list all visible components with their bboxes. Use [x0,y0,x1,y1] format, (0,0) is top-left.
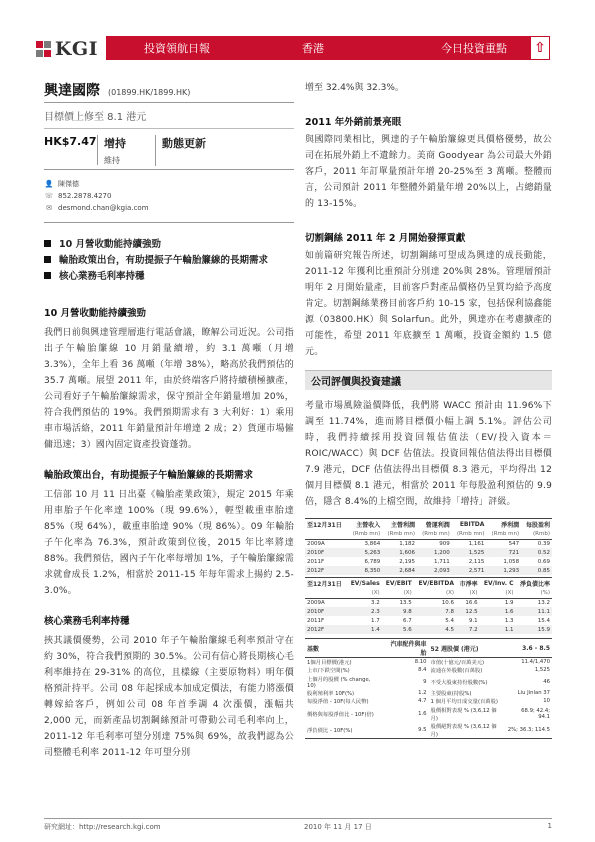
bullet-square-icon [44,272,51,279]
table-header-row: 至12月31日 EV/Sales EV/EBIT EV/EBITDA 市淨率 EV/Inv. C 淨負債比率 [305,578,552,590]
page-footer [44,818,552,831]
company-header [44,80,294,103]
table-row: 1個月目標價(港元) 8.10 市值(十億元/百萬美元) 11.4/1,470 [307,659,550,666]
header-bar [106,36,550,60]
mail-icon: ✉ [46,204,52,212]
bullet-square-icon [44,256,51,263]
valuation-text: 考量市場風險溢價降低，我們將 WACC 預計由 11.96%下調至 11.74%，進而將目標價小幅上調 5.1%。評估公司時，我們持續採用投資回報估值法（EV/投入資本＝ROIC/WACC）與 DCF 估值法。投資回報估值法得出目標價 7.9 港元，DCF 估值法得出目標價 8.3 港元，平均得出 12 個月目標價 8.1 港元，相當於 2011 年每股盈利預估的 9.9 倍，隱含 8.4%的上檔空間，故維持「增持」評級。 [305,401,552,507]
header-daily-label: 投資領航日報 [144,42,210,55]
report-subtitle: 目標價上修至 8.1 港元 [44,108,294,129]
analyst-phone: 852.2878.4270 [58,192,112,200]
section-text: 如前篇研究報告所述，切割鋼絲可望成為興達的成長動能，2011-12 年獲利比重預計分別達 20%與 28%。管理層預計明年 2 月開始量產，目前客戶對產品價格仍呈質均給予高度肯定。切割鋼絲業務目前客戶約 10-15 家，包括保利協鑫能源（03800.HK）與 Solarfun。此外，興達亦在考慮擴產的可能性，希望 2011 年底擴至 1 萬噸，投資金額約 1.5 億元。 [305,251,552,357]
person-icon: 👤 [44,180,54,188]
table-unit-row: (Rmb mn) (Rmb mn) (Rmb mn) (Rmb mn) (Rmb mn) (Rmb) [305,530,552,539]
valuation-heading: 公司評價與投資建議 [305,370,552,390]
section-title: 切割鋼絲 2011 年 2 月開始發揮貢獻 [305,233,466,244]
right-column [305,80,552,739]
section-text: 我們日前與興達管理層進行電話會議，瞭解公司近況。公司指出子午輪胎簾線 10 月銷量續增，約 3.1 萬噸（月增 3.3%），全年上看 36 萬噸（年增 38%），略高於我們預估的 35.7 萬噸。展望 2011 年，由於終端客戶將持續積極擴產，公司看好子午輪胎簾線需求，保守預計全年銷量增加 20%，符合我們預估的 19%。我們預期需求有 3 大利好：1）乘用車市場活絡，2011 年銷量預計年增達 2 成；2）貨運市場僱傭迅速；3）國內固定資產投資蓬勃。 [44,328,294,450]
table-row: 價格與每股淨值比 - 10F(倍) 1.6 股價相對表現 % (3,6,12 個月) 68.9; 42.4; 94.1 [307,707,550,722]
bullet-square-icon [44,240,51,247]
section-title: 2011 年外銷前景亮眼 [305,117,402,128]
analyst-name: 陳傑德 [58,180,79,188]
share-price: HK$7.47 [44,135,98,165]
financial-table-1 [305,518,552,575]
table-row: 上市/下跌空間(%) 8.4 流通在外股數(百萬股) 1,525 [307,667,550,675]
table-row: 2009A 3,864 1,182 909 1,161 547 0.39 [307,540,550,547]
section-title: 輪胎政策出台，有助提振子午輪胎簾線的長期需求 [44,470,254,481]
table-row: 2012F 8,350 2,684 2,093 2,571 1,293 0.85 [307,567,550,574]
table-row: 股利殖利率 10F(%) 1.2 主要股東(持股%) Liu Jinlan 37 [307,689,550,697]
section-text: 挾其議價優勢，公司 2010 年子午輪胎簾線毛利率預計守在約 30%，符合我們預期的 30.5%。公司有信心將長期核心毛利率維持在 29-31% 的高位，且樣線（主要原物料）明年價格預計持平。公司 08 年起採成本加成定價法，有能力將漲價轉嫁給客戶，例如公司 08 年首季調 4 次漲價，漲幅共 2,000 元，而新產品切割鋼絲預計可帶動公司毛利率向上，2011-12 年毛利率可望分別達 75%與 69%，故我們認為公司整體毛利率 2011-12 年可望分別 [44,636,294,758]
analyst-contact [44,178,294,223]
table-row: 2011F 6,789 2,195 1,711 2,115 1,058 0.69 [307,558,550,565]
header-region-label: 香港 [302,42,324,55]
rating-label: 增持 [104,137,126,150]
page-number: 1 [547,822,552,830]
report-date: 2010 年 11 月 17 日 [304,823,372,831]
section-text: 工信部 10 月 11 日出臺《輪胎產業政策》，規定 2015 年乘用車胎子午化率達 100%（現 99.6%），輕型載重車胎達 85%（現 64%），載重車胎達 90%（現 86%）。09 年輪胎子午化率為 76.3%，預計政策到位後，2015 年比率將達 88%。我們預估，國內子午化率每增加 1%，子午輪胎簾線需求就會成長 1.2%，相當於 2011-15 年每年需求上揚約 2.5-3.0%。 [44,490,294,596]
left-column [44,80,294,761]
table-row: 上個月的股價 (% change, 10) 9 不受大股東持份股數(%) 46 [307,676,550,689]
table-row: 2009A 3.2 13.5 10.6 16.6 1.9 13.2 [307,599,550,606]
company-code: (01899.HK/1899.HK) [108,88,191,97]
table-row: 每股淨值 - 10F(每人民幣) 4.7 1 個月平均日成交量(百萬股) 10 [307,698,550,706]
kgi-logo-mark-icon [36,41,51,57]
key-point: 核心業務毛利率持穩 [44,267,294,283]
key-points [44,235,294,283]
up-arrow-icon[interactable]: ⇧ [530,36,550,60]
rating-box [98,135,156,166]
table-row: 淨負債比 - 10F(%) 9.5 股價絕對表現 % (3,6,12 個月) 2%; 36.3; 114.5 [307,723,551,738]
rating-sub-label: 維持 [104,156,120,165]
section-text: 與國際同業相比，興達的子午輪胎簾線更具價格優勢，故公司在拓展外銷上不遺餘力。美商 Goodyear 為公司最大外銷客戶，2011 年訂單量預計年增 20-25%至 3 萬噸。整體而言，公司預計 2011 年整體外銷量年增 20%以上，占總銷量的 13-15%。 [305,135,552,209]
update-label: 動態更新 [162,137,206,150]
table-header-row: 至12月31日 主營收入 主營利潤 營運利潤 EBITDA 淨利潤 每股盈利 [305,519,552,531]
section-title: 核心業務毛利率持穩 [44,616,130,627]
table-unit-row: (X) (X) (X) (X) (X) (%) [305,589,552,598]
financial-table-2 [305,577,552,634]
key-point: 輪胎政策出台，有助提振子午輪胎簾線的長期需求 [44,251,294,267]
table-row: 2010F 2.3 9.8 7.8 12.5 1.6 11.1 [307,608,550,615]
table-header-row: 基數 汽車配件與車胎 52 週股價 (港元) 3.6 - 8.5 [305,639,552,658]
logo-text: KGI [54,38,98,60]
section-title: 10 月營收動能持續強勁 [44,308,147,319]
table-row: 2010F 5,263 1,606 1,200 1,525 721 0.52 [307,549,550,556]
key-point: 10 月營收動能持續強勁 [44,235,294,251]
research-url[interactable]: 研究網址：http://research.kgi.com [44,823,161,831]
table-row: 2011F 1.7 6.7 5.4 9.1 1.3 15.4 [307,617,550,624]
stock-stats-table [305,638,552,739]
rating-row [44,135,294,170]
kgi-logo [36,36,98,62]
phone-icon: ☏ [44,192,54,200]
company-name: 興達國際 [44,83,100,99]
continued-text: 增至 32.4%與 32.3%。 [305,83,404,93]
analyst-email[interactable]: desmond.chan@kgia.com [58,204,149,212]
header-focus-label: 今日投資重點 [441,42,507,55]
table-row: 2012F 1.4 5.6 4.5 7.2 1.1 15.9 [307,626,550,633]
